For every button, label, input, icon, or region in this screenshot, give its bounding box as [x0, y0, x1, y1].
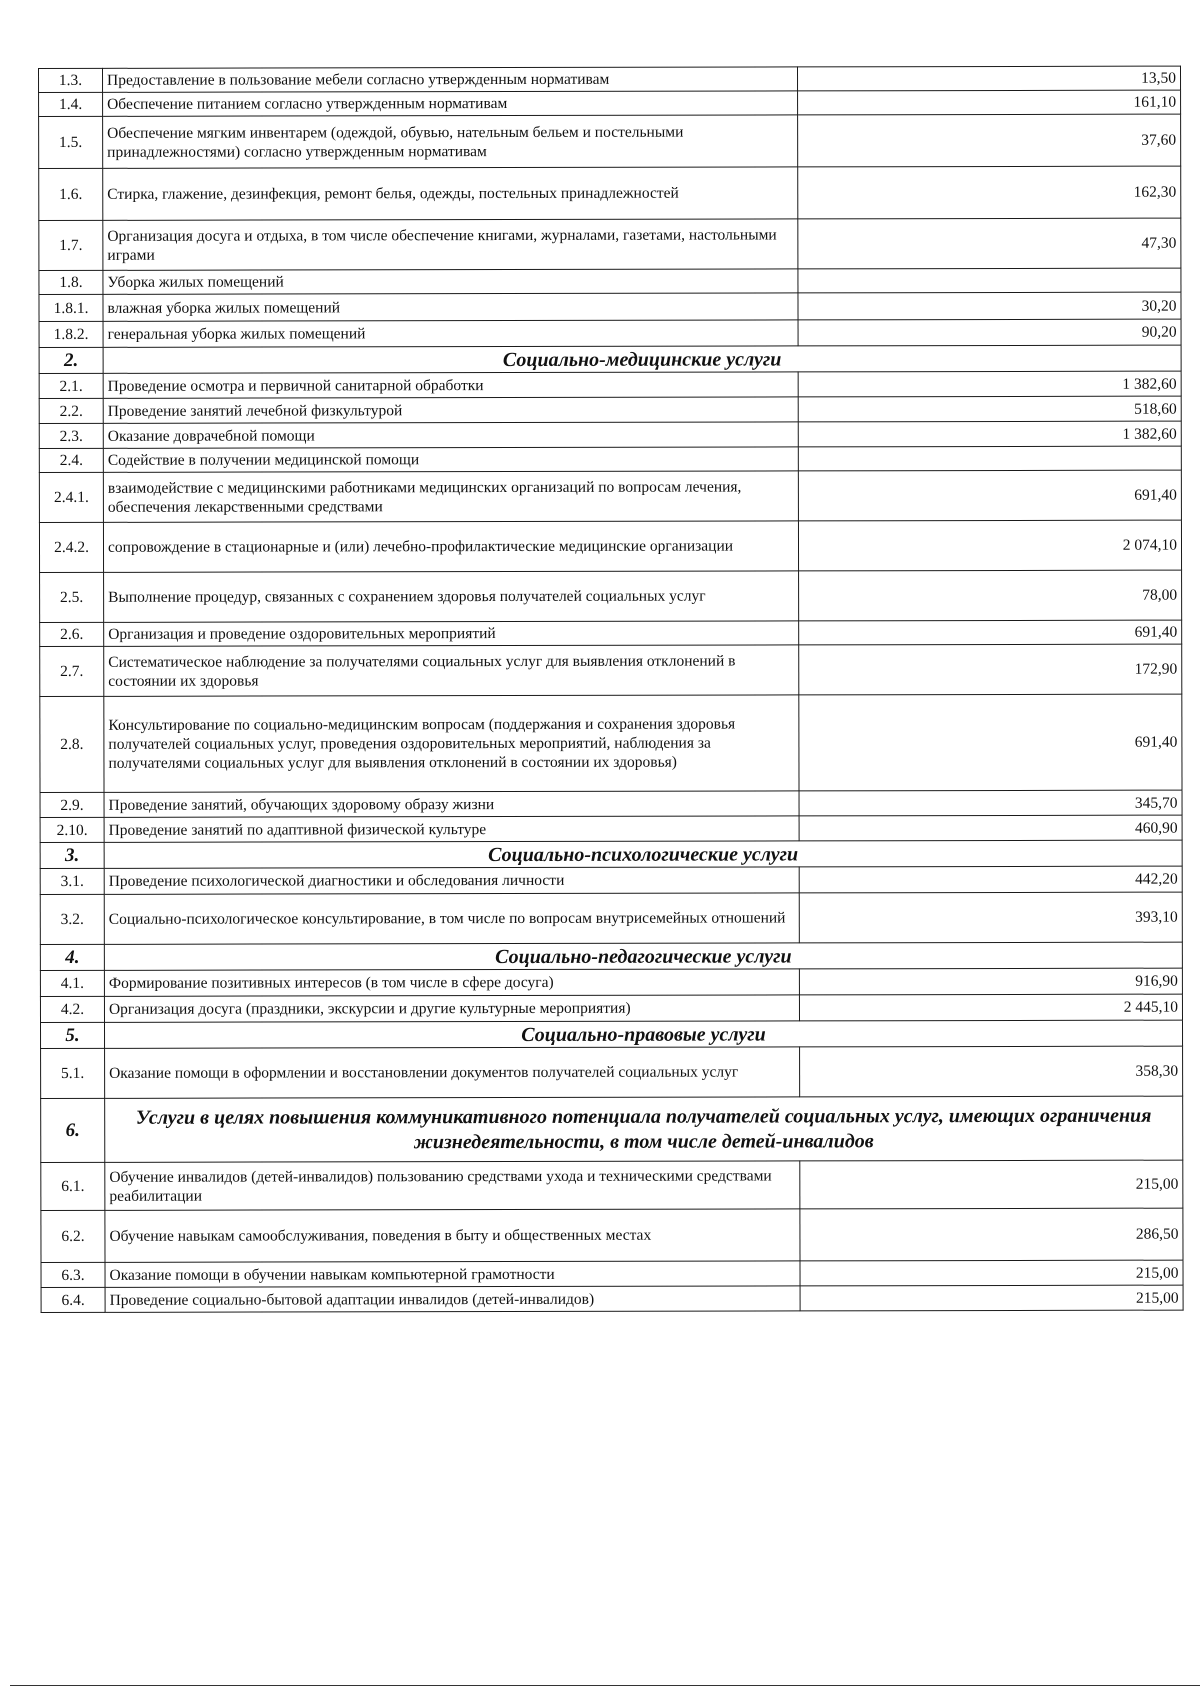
- row-number: 6.3.: [41, 1262, 105, 1287]
- table-row: [39, 470, 1181, 522]
- row-number: 2.3.: [39, 423, 103, 448]
- service-name: Проведение занятий по адаптивной физической культуре: [104, 816, 799, 842]
- service-price: 691,40: [799, 620, 1182, 645]
- table-row: [40, 968, 1182, 996]
- service-name: генеральная уборка жилых помещений: [103, 320, 798, 347]
- service-price: 162,30: [798, 166, 1181, 219]
- service-price: 916,90: [799, 968, 1182, 995]
- service-price: 358,30: [800, 1046, 1183, 1097]
- row-number: 2.4.2.: [39, 522, 103, 572]
- table-row: [40, 620, 1182, 646]
- section-number: 5.: [40, 1022, 104, 1048]
- service-name: Предоставление в пользование мебели согласно утвержденным нормативам: [103, 67, 798, 92]
- page-bottom-rule: [10, 1685, 1200, 1686]
- service-name: Обеспечение питанием согласно утвержденным нормативам: [103, 91, 798, 116]
- table-row: [39, 66, 1181, 92]
- row-number: 2.6.: [40, 622, 104, 646]
- row-number: 6.4.: [41, 1287, 105, 1312]
- service-price: 1 382,60: [798, 371, 1181, 397]
- service-name: Стирка, глажение, дезинфекция, ремонт белья, одежды, постельных принадлежностей: [103, 167, 798, 220]
- service-price: 172,90: [799, 644, 1182, 695]
- table-row: [39, 268, 1181, 294]
- row-number: 1.4.: [39, 92, 103, 116]
- service-name: Консультирование по социально-медицинским вопросам (поддержания и сохранения здоровья получателей социальных услуг, проведения оздоровительных мероприятий, наблюдения за получателями социальных услуг для выявления отклонений в состоянии их здоровья): [104, 695, 799, 792]
- row-number: 1.5.: [39, 116, 103, 168]
- service-price: 2 074,10: [798, 520, 1181, 571]
- table-row: [40, 866, 1182, 894]
- row-number: 5.1.: [41, 1048, 105, 1098]
- table-row: [41, 1160, 1183, 1210]
- section-title: Услуги в целях повышения коммуникативного потенциала получателей социальных услуг, имеющих ограничения жизнедеятельности, в том числе детей-инвалидов: [105, 1096, 1183, 1162]
- row-number: 1.7.: [39, 220, 103, 270]
- section-header-row: [39, 345, 1181, 373]
- service-name: Проведение психологической диагностики и обследования личности: [104, 867, 799, 894]
- service-name: Уборка жилых помещений: [103, 269, 798, 294]
- service-price: 30,20: [798, 292, 1181, 320]
- row-number: 2.4.1.: [39, 472, 103, 522]
- table-row: [40, 644, 1182, 696]
- table-row: [40, 815, 1182, 842]
- row-number: 1.8.: [39, 270, 103, 294]
- service-price: 13,50: [797, 66, 1180, 91]
- service-name: Оказание доврачебной помощи: [103, 422, 798, 448]
- table-row: [39, 114, 1181, 168]
- section-number: 2.: [39, 347, 103, 373]
- table-row: [40, 892, 1182, 944]
- row-number: 2.5.: [40, 572, 104, 622]
- table-row: [39, 421, 1181, 448]
- table-row: [39, 90, 1181, 116]
- table-row: [40, 570, 1182, 622]
- row-number: 1.8.1.: [39, 294, 103, 321]
- row-number: 6.1.: [41, 1162, 105, 1210]
- service-name: Организация досуга (праздники, экскурсии и другие культурные мероприятия): [104, 995, 799, 1022]
- table-row: [39, 319, 1181, 347]
- service-name: Выполнение процедур, связанных с сохранением здоровья получателей социальных услуг: [104, 571, 799, 622]
- row-number: 4.2.: [40, 996, 104, 1022]
- table-row: [41, 1046, 1183, 1098]
- section-title: Социально-медицинские услуги: [103, 345, 1181, 373]
- service-name: Проведение социально-бытовой адаптации инвалидов (детей-инвалидов): [105, 1286, 800, 1312]
- section-header-row: [40, 942, 1182, 970]
- row-number: 1.3.: [39, 68, 103, 92]
- service-name: Оказание помощи в оформлении и восстановлении документов получателей социальных услуг: [105, 1047, 800, 1098]
- row-number: 2.4.: [39, 448, 103, 472]
- table-row: [41, 1260, 1183, 1287]
- service-name: Содействие в получении медицинской помощи: [103, 447, 798, 472]
- service-price: 2 445,10: [799, 994, 1182, 1021]
- service-price: 90,20: [798, 319, 1181, 346]
- table-row: [39, 520, 1181, 572]
- table-row: [39, 218, 1181, 270]
- service-name: Оказание помощи в обучении навыкам компьютерной грамотности: [105, 1261, 800, 1287]
- service-name: взаимодействие с медицинскими работниками медицинских организаций по вопросам лечения, обеспечения лекарственными средствами: [103, 471, 798, 522]
- service-price: 442,20: [799, 866, 1182, 893]
- row-number: 2.7.: [40, 646, 104, 696]
- row-number: 1.6.: [39, 168, 103, 220]
- service-price: 518,60: [798, 396, 1181, 422]
- table-row: [39, 396, 1181, 423]
- service-name: влажная уборка жилых помещений: [103, 293, 798, 321]
- table-row: [41, 1285, 1183, 1312]
- row-number: 4.1.: [40, 970, 104, 996]
- section-number: 6.: [41, 1098, 105, 1162]
- service-name: Обучение инвалидов (детей-инвалидов) пользованию средствами ухода и техническими средствами реабилитации: [105, 1161, 800, 1210]
- service-price: 460,90: [799, 815, 1182, 841]
- service-name: Обеспечение мягким инвентарем (одеждой, обувью, нательным бельем и постельными принадлежностями) согласно утвержденным нормативам: [103, 115, 798, 168]
- section-title: Социально-педагогические услуги: [104, 942, 1182, 970]
- row-number: 2.2.: [39, 398, 103, 423]
- section-title: Социально-психологические услуги: [104, 840, 1182, 868]
- service-name: Социально-психологическое консультирование, в том числе по вопросам внутрисемейных отношений: [104, 893, 799, 944]
- service-name: Проведение занятий лечебной физкультурой: [103, 397, 798, 423]
- table-row: [40, 994, 1182, 1022]
- row-number: 2.8.: [40, 696, 104, 792]
- service-name: Организация и проведение оздоровительных мероприятий: [104, 621, 799, 646]
- section-number: 4.: [40, 944, 104, 970]
- row-number: 6.2.: [41, 1210, 105, 1262]
- table-row: [39, 371, 1181, 398]
- service-name: Систематическое наблюдение за получателями социальных услуг для выявления отклонений в состоянии их здоровья: [104, 645, 799, 696]
- row-number: 2.9.: [40, 792, 104, 817]
- table-row: [41, 1208, 1183, 1262]
- service-name: сопровождение в стационарные и (или) лечебно-профилактические медицинские организации: [103, 521, 798, 572]
- section-header-row: [40, 1020, 1182, 1048]
- section-header-row: [40, 840, 1182, 868]
- table-row: [39, 292, 1181, 321]
- table-row: [39, 166, 1181, 220]
- service-name: Проведение осмотра и первичной санитарной обработки: [103, 372, 798, 398]
- service-name: Организация досуга и отдыха, в том числе обеспечение книгами, журналами, газетами, настольными играми: [103, 219, 798, 270]
- service-name: Формирование позитивных интересов (в том числе в сфере досуга): [104, 969, 799, 996]
- service-price: 691,40: [799, 694, 1182, 791]
- row-number: 1.8.2.: [39, 321, 103, 347]
- section-title: Социально-правовые услуги: [104, 1020, 1182, 1048]
- row-number: 3.2.: [40, 894, 104, 944]
- service-name: Обучение навыкам самообслуживания, поведения в быту и общественных местах: [105, 1209, 800, 1262]
- table-row: [39, 446, 1181, 472]
- service-price: 47,30: [798, 218, 1181, 269]
- service-price: 1 382,60: [798, 421, 1181, 447]
- service-price: 345,70: [799, 790, 1182, 816]
- service-price: 37,60: [798, 114, 1181, 167]
- row-number: 2.1.: [39, 373, 103, 398]
- services-tariff-table: [38, 66, 1184, 1313]
- service-price: 215,00: [800, 1260, 1183, 1286]
- row-number: 3.1.: [40, 868, 104, 894]
- service-price: [798, 268, 1181, 293]
- service-price: 215,00: [800, 1160, 1183, 1209]
- service-name: Проведение занятий, обучающих здоровому образу жизни: [104, 791, 799, 817]
- service-price: 161,10: [798, 90, 1181, 115]
- table-row: [40, 790, 1182, 817]
- service-price: 78,00: [799, 570, 1182, 621]
- service-price: 691,40: [798, 470, 1181, 521]
- service-price: [798, 446, 1181, 471]
- row-number: 2.10.: [40, 817, 104, 842]
- service-price: 286,50: [800, 1208, 1183, 1261]
- service-price: 393,10: [799, 892, 1182, 943]
- section-header-row: [41, 1096, 1183, 1162]
- service-price: 215,00: [800, 1285, 1183, 1311]
- section-number: 3.: [40, 842, 104, 868]
- table-row: [40, 694, 1182, 792]
